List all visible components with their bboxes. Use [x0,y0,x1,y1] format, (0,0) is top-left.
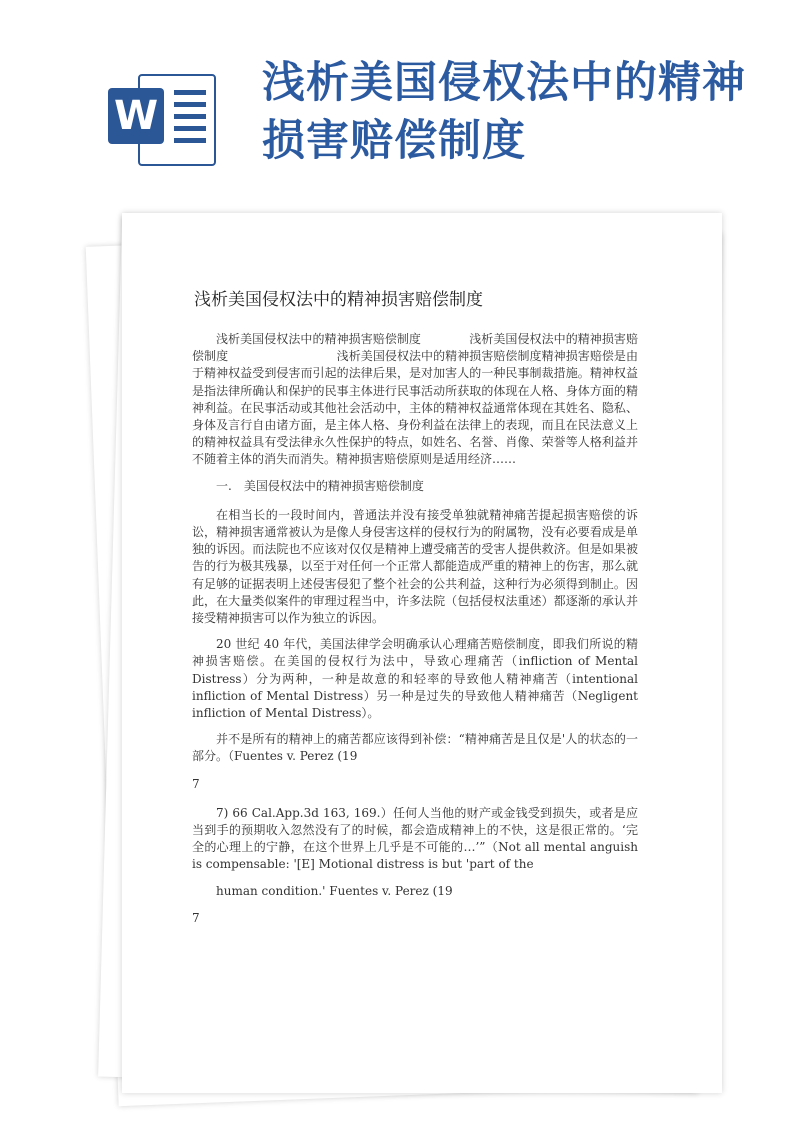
body-paragraph: 并不是所有的精神上的痛苦都应该得到补偿：“精神痛苦是且仅是'人的状态的一部分。（Fuentes v. Perez (19 [192,732,638,764]
citation-fragment: 7 [192,910,200,925]
section-heading: 一. 美国侵权法中的精神损害赔偿制度 [216,478,424,493]
body-paragraph: 在相当长的一段时间内，普通法并没有接受单独就精神痛苦提起损害赔偿的诉讼，精神损害通常被认为是像人身侵害这样的侵权行为的附属物，没有必要看成是单独的诉因。而法院也不应该对仅仅是精神上遭受痛苦的受害人提供救济。但是如果被告的行为极其残暴，以至于对任何一个正常人都能造成严重的精神上的伤害，那么就有足够的证据表明上述侵害侵犯了整个社会的公共利益，这种行为必须得到制止。因此，在大量类似案件的审理过程当中，许多法院（包括侵权法重述）都逐渐的承认并接受精神损害可以作为独立的诉因。 [192,507,638,626]
abstract-paragraph: 浅析美国侵权法中的精神损害赔偿制度 浅析美国侵权法中的精神损害赔偿制度 浅析美国侵权法中的精神损害赔偿制度精神损害赔偿是由于精神权益受到侵害而引起的法律后果，是对加害人的一种民事制裁措施。精神权益是指法律所确认和保护的民事主体进行民事活动所获取的体现在人格、身体方面的精神利益。在民事活动或其他社会活动中，主体的精神权益通常体现在其姓名、隐私、身体及言行自由诸方面，是主体人格、身份利益在法律上的表现，而且在民法意义上的精神权益具有受法律永久性保护的特点，如姓名、名誉、肖像、荣誉等人格利益并不随着主体的消失而消失。精神损害赔偿原则是适用经济…… [192,332,638,467]
document-page [122,213,722,1093]
word-logo-letter: W [108,88,164,144]
body-paragraph: 20 世纪 40 年代，美国法律学会明确承认心理痛苦赔偿制度，即我们所说的精神损害赔偿。在美国的侵权行为法中，导致心理痛苦（infliction of Mental Distress）分为两种，一种是故意的和轻率的导致他人精神痛苦（intentional infliction of Mental Distress）另一种是过失的导致他人精神痛苦（Negligent infliction of Mental Distress）。 [192,637,638,721]
header-banner [0,0,800,200]
citation-fragment: 7 [192,776,200,791]
word-document-icon [108,68,220,168]
body-paragraph: 7) 66 Cal.App.3d 163, 169.）任何人当他的财产或金钱受到损失，或者是应当到手的预期收入忽然没有了的时候，都会造成精神上的不快，这是很正常的。‘完全的心理上的宁静，在这个世界上几乎是不可能的…’”（Not all mental anguish is compensable: '[E] Motional distress is but 'part of the [192,805,638,872]
document-preview [96,205,736,1110]
body-paragraph: human condition.' Fuentes v. Perez (19 [216,883,453,898]
document-title: 浅析美国侵权法中的精神损害赔偿制度 [194,290,483,310]
banner-title: 浅析美国侵权法中的精神损害赔偿制度 [262,58,746,166]
document-body [192,331,638,939]
